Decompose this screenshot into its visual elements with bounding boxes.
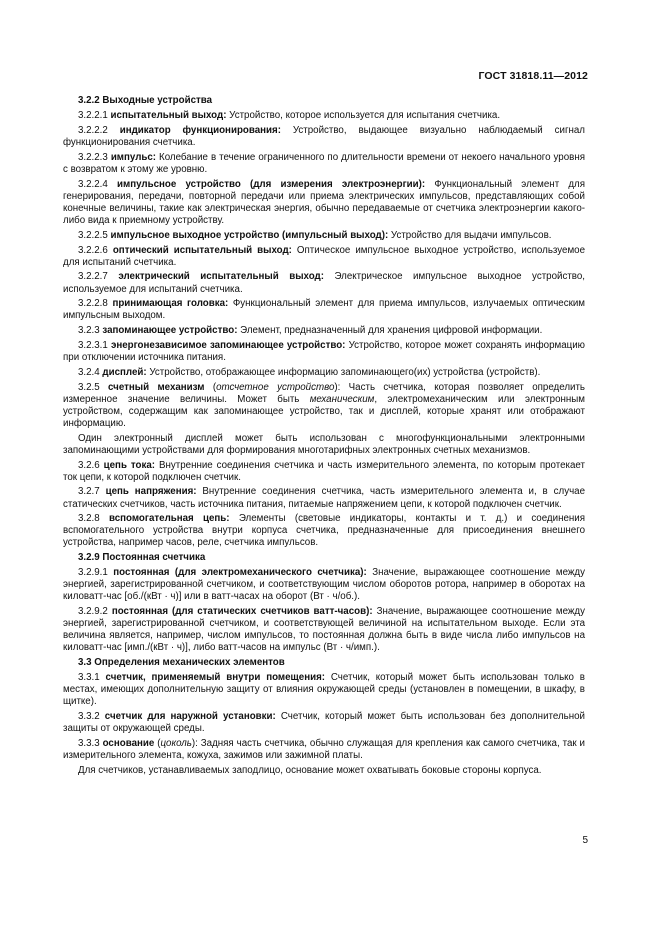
definition-text: Значение, выражающее соотношение между энергией, зарегистрированной счетчиком, и соответствующим числом оборотов ротора, например в оборотах на киловатт-час [об./(кВт · ч)] или в ватт-часах на оборот (Вт · ч/об.). (63, 567, 585, 603)
note-paragraph (63, 433, 585, 457)
definition-text: Устройство, которое используется для испытания счетчика. (226, 110, 501, 122)
term: постоянная (для электромеханического счетчика): (113, 567, 367, 579)
definition-text: Электрическое импульсное выходное устройство, используемое для испытаний счетчика. (63, 271, 585, 295)
clause-number: 3.2.2.6 (78, 244, 108, 256)
term: основание (102, 737, 155, 749)
definition-text: , электромеханическим или электронным устройством, содержащим как запоминающее устройство, так и дисплей, которые хранят или отображают информацию. (63, 393, 585, 429)
definition-3-3-3 (63, 738, 585, 762)
clause-number: 3.2.9.1 (78, 567, 108, 579)
definition-text: Элемент, предназначенный для хранения цифровой информации. (237, 325, 543, 337)
definition-3-2-5 (63, 382, 585, 430)
term: запоминающее устройство: (102, 325, 238, 337)
term: цепь напряжения: (105, 486, 197, 498)
definition-3-2-7 (63, 486, 585, 510)
clause-number: 3.2.2.1 (78, 110, 108, 122)
term: вспомогательная цепь: (108, 513, 230, 525)
definition-3-2-2-1 (63, 110, 585, 122)
clause-number: 3.2.3 (78, 325, 100, 337)
definition-text: ): Задняя часть счетчика, обычно служащая для крепления как самого счетчика, так и измерительного элемента, кожуха, зажимов или зажимной платы. (63, 737, 585, 761)
definition-text: Устройство, которое может сохранять информацию при отключении источника питания. (63, 339, 585, 364)
italic-term: механическим (309, 393, 375, 405)
clause-number: 3.3.3 (78, 737, 100, 749)
clause-number: 3.2.2.3 (78, 151, 108, 163)
definition-text: Колебание в течение ограниченного по длительности времени от некоего начального уровня с возвратом к этому же уровню. (63, 151, 585, 175)
definition-text: ( (154, 737, 161, 749)
term: оптический испытательный выход: (112, 244, 292, 256)
paragraph-text: Для счетчиков, устанавливаемых заподлицо, основание может охватывать боковые стороны корпуса. (78, 764, 542, 776)
definition-3-2-2-5 (63, 230, 585, 242)
clause-number: 3.2.6 (78, 459, 100, 471)
page-number: 5 (582, 835, 588, 846)
definition-3-2-6 (63, 460, 585, 484)
definition-3-2-2-7 (63, 271, 585, 295)
term: импульсное выходное устройство (импульсный выход): (110, 229, 389, 241)
definition-text: Счетчик, который может быть использован только в местах, имеющих дополнительную защиту от влияния окружающей среды (установлен в помещении, в шкафу, в щитке). (63, 671, 585, 708)
definition-3-3-1 (63, 672, 585, 708)
italic-term: цоколь (160, 737, 192, 749)
definition-text: Значение, выражающее соотношение между энергией, зарегистрированной счетчиком, и соответствующей величиной на испытательном выходе. Если эта величина является, например, числом импульсов, то постоянная должна быть в виде числа либо импульсов на киловатт-час [имп./(кВт · ч)], либо ватт-часов на импульс (Вт · ч/имп.). (63, 606, 585, 654)
definition-text: Устройство, отображающее информацию запоминающего(их) устройства (устройств). (146, 366, 541, 378)
definition-text: Оптическое импульсное выходное устройство, используемое для испытаний счетчика. (63, 244, 585, 268)
clause-number: 3.2.2.7 (78, 271, 108, 283)
definition-3-2-2-4 (63, 179, 585, 227)
definition-3-2-3 (63, 325, 585, 337)
definition-3-2-3-1 (63, 340, 585, 364)
term: индикатор функционирования: (119, 124, 281, 136)
clause-number: 3.2.8 (78, 513, 100, 525)
term: постоянная (для статических счетчиков ватт-часов): (111, 606, 373, 618)
definition-3-2-8 (63, 513, 585, 549)
definition-text: Устройство для выдачи импульсов. (388, 229, 552, 241)
term: энергонезависимое запоминающее устройство: (110, 339, 346, 351)
term: счетчик для наружной установки: (104, 710, 276, 722)
clause-number: 3.2.9.2 (78, 606, 108, 618)
definition-3-3-2 (63, 711, 585, 735)
definition-3-2-9-2 (63, 606, 585, 654)
section-heading: 3.2.2 Выходные устройства (78, 95, 213, 107)
term: цепь тока: (103, 459, 156, 471)
section-heading: 3.2.9 Постоянная счетчика (78, 552, 206, 564)
definition-text: Счетчик, который может быть использован без дополнительной защиты от окружающей среды. (63, 710, 585, 734)
definition-text: ( (204, 381, 217, 393)
clause-number: 3.2.7 (78, 486, 100, 498)
document-body (63, 94, 585, 779)
definition-3-2-2-8 (63, 298, 585, 322)
clause-number: 3.2.3.1 (78, 339, 108, 351)
clause-number: 3.2.2.2 (78, 124, 108, 136)
term: счетчик, применяемый внутри помещения: (105, 671, 326, 683)
term: импульс: (110, 151, 157, 163)
clause-number: 3.3.2 (78, 710, 100, 722)
clause-number: 3.2.4 (78, 366, 100, 378)
clause-number: 3.2.2.5 (78, 229, 108, 241)
term: импульсное устройство (для измерения электроэнергии): (117, 178, 426, 190)
section-heading: 3.3 Определения механических элементов (78, 657, 285, 669)
definition-text: Функциональный элемент для приема импульсов, излучаемых оптическим импульсным выходом. (63, 298, 585, 322)
definition-text: Функциональный элемент для генерирования, передачи, повторной передачи или приема электрических импульсов, представляющих собой конечные величины, такие как электрическая энергия, обычно передаваемые от счетчика электроэнергии какого-либо вида к приемному устройству. (63, 178, 586, 226)
clause-number: 3.3.1 (78, 671, 100, 683)
definition-3-2-2-2 (63, 125, 585, 149)
clause-number: 3.2.2.4 (78, 178, 108, 190)
term: электрический испытательный выход: (118, 271, 324, 283)
definition-3-2-4 (63, 367, 585, 379)
definition-3-2-9-1 (63, 567, 585, 603)
clause-number: 3.2.5 (78, 381, 100, 393)
note-paragraph (63, 765, 585, 777)
paragraph-text: Один электронный дисплей может быть использован с многофункциональными электронными запоминающими устройствами для формирования многотарифных электронных счетных механизмов. (63, 432, 585, 456)
term: счетный механизм (108, 381, 205, 393)
definition-text: Внутренние соединения счетчика и часть измерительного элемента, по которым протекает ток цепи, к которой подключен счетчик. (63, 459, 585, 483)
definition-3-2-2-3 (63, 152, 585, 176)
italic-term: отсчетное устройство (216, 381, 335, 393)
clause-number: 3.2.2.8 (78, 298, 108, 310)
term: испытательный выход: (110, 110, 227, 122)
definition-text: Внутренние соединения счетчика, часть измерительного элемента и, в случае статических счетчиков, часть источника питания, питаемые напряжением цепи, к которой подключен счетчик. (63, 486, 585, 510)
term: дисплей: (102, 366, 147, 378)
definition-text: Устройство, выдающее визуально наблюдаемый сигнал функционирования счетчика. (63, 124, 586, 149)
document-header: ГОСТ 31818.11—2012 (478, 70, 588, 82)
definition-text: ): Часть счетчика, которая позволяет определить измеренное значение величины. Может быть (63, 381, 585, 405)
definition-3-2-2-6 (63, 245, 585, 269)
definition-text: Элементы (световые индикаторы, контакты и т. д.) и соединения вспомогательного устройства внутри корпуса счетчика, предназначенные для присоединения внешнего устройства, например часов, реле, счетчика импульсов. (63, 513, 585, 549)
term: принимающая головка: (112, 298, 229, 310)
